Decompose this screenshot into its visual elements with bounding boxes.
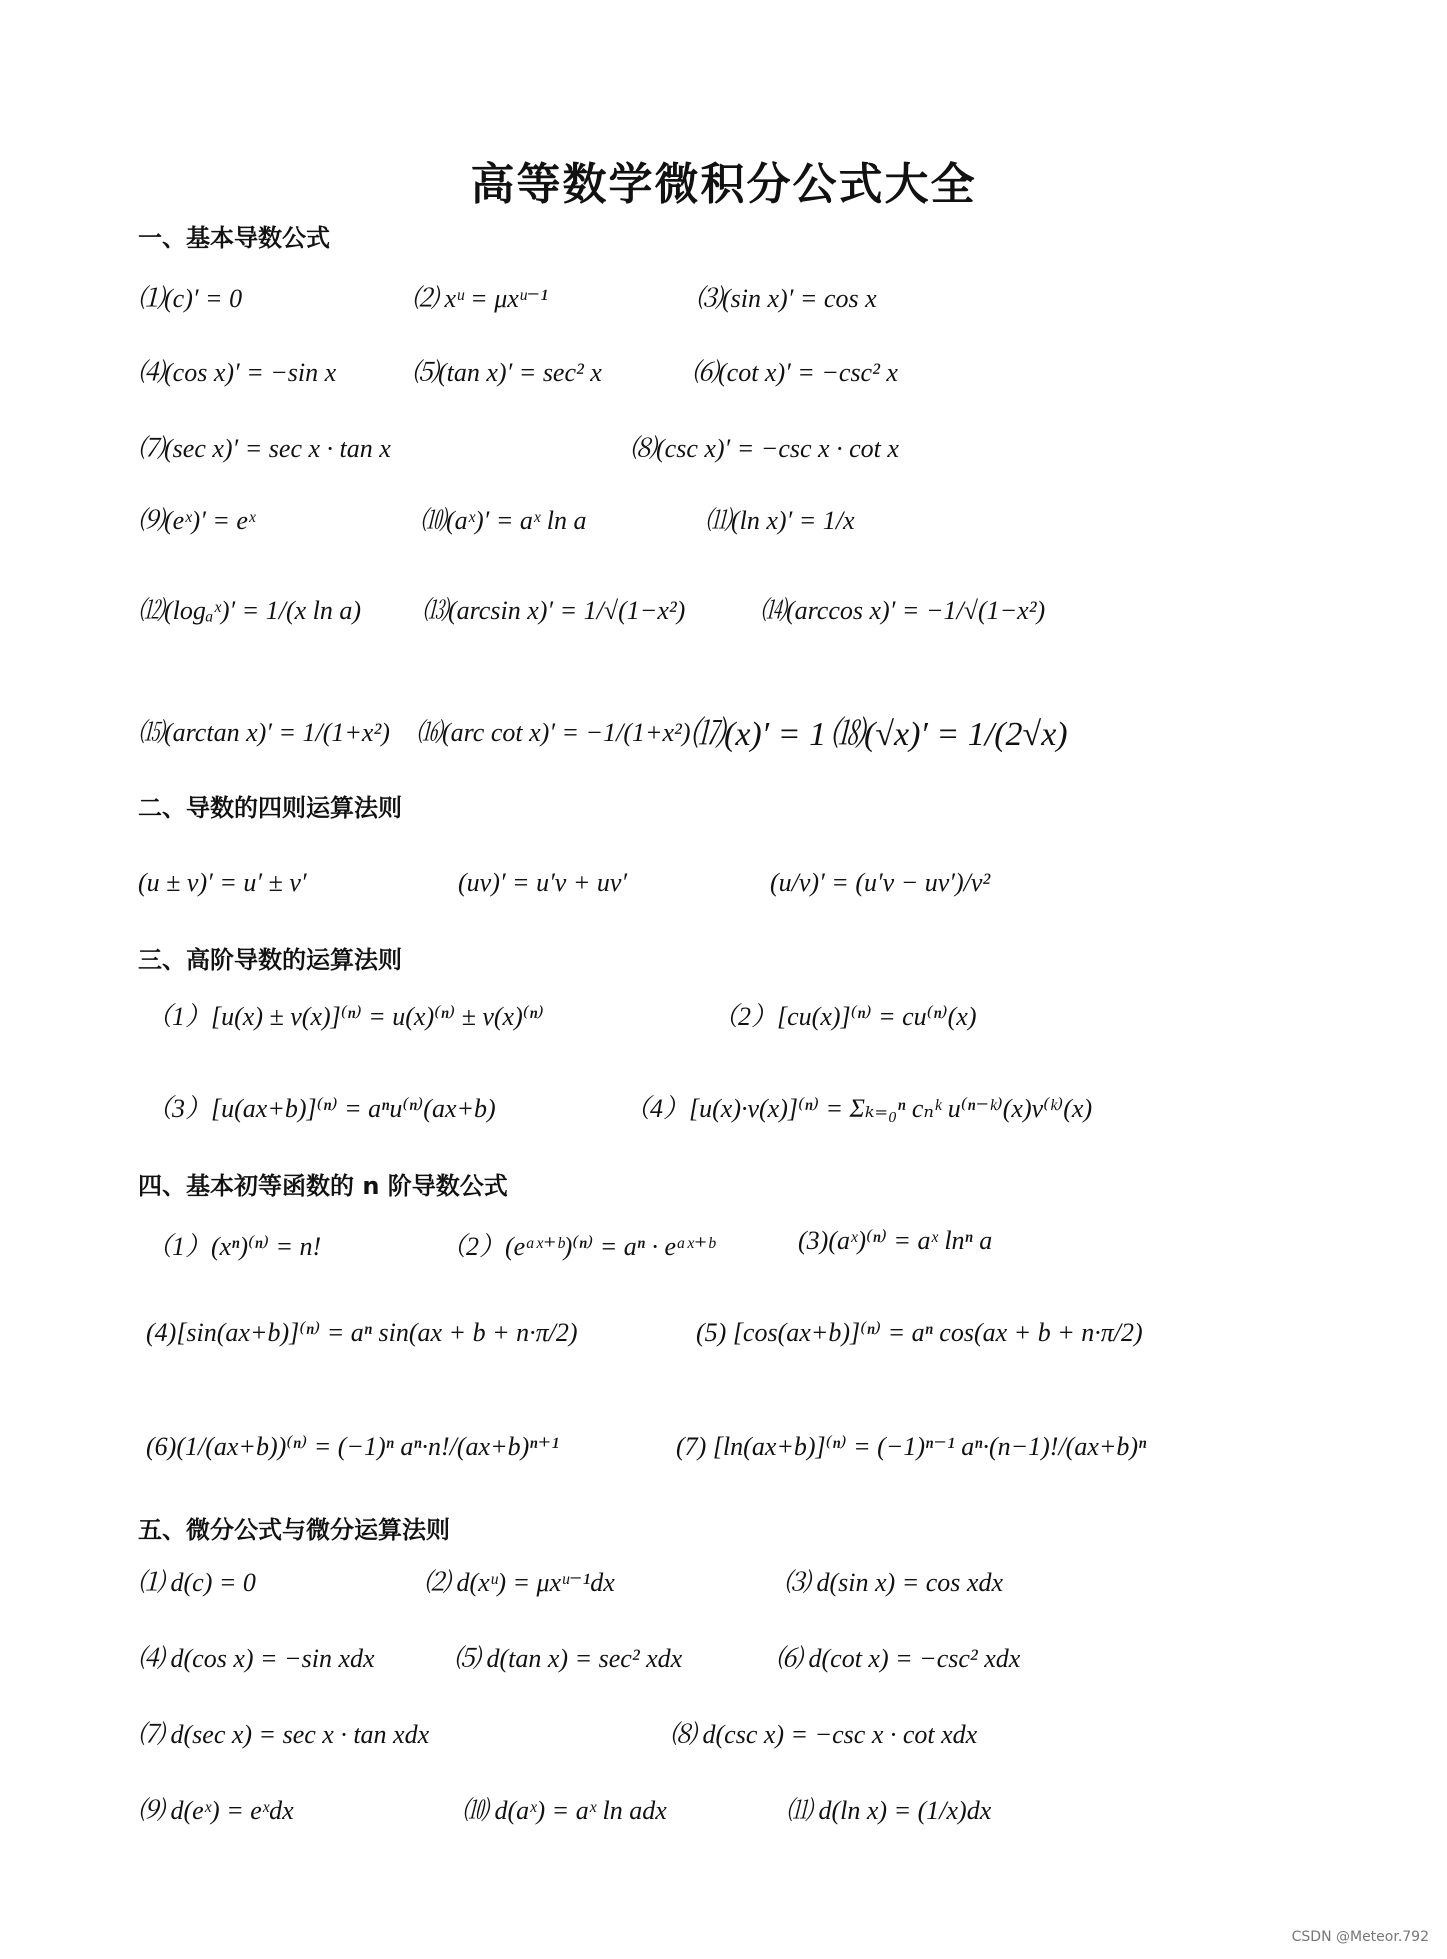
formula-1-3: ⑶(sin x)′ = cos x <box>696 284 877 313</box>
formula-1-18: ⒅(√x)′ = 1/(2√x) <box>830 716 1068 753</box>
formula-1-5: ⑸(tan x)′ = sec² x <box>412 358 602 387</box>
formula-5-6: ⑹ d(cot x) = −csc² xdx <box>776 1644 1021 1673</box>
formula-1-17: ⒄(x)′ = 1 <box>690 716 827 753</box>
section-1-heading: 一、基本导数公式 <box>138 224 330 252</box>
formula-5-7: ⑺ d(sec x) = sec x · tan xdx <box>138 1720 430 1749</box>
formula-1-11: ⑾(ln x)′ = 1/x <box>705 506 855 535</box>
section-4-heading: 四、基本初等函数的 n 阶导数公式 <box>138 1172 508 1200</box>
formula-4-4: (4)[sin(ax+b)]⁽ⁿ⁾ = aⁿ sin(ax + b + n·π/2) <box>146 1318 578 1347</box>
formula-3-4: （4）[u(x)·v(x)]⁽ⁿ⁾ = Σₖ₌₀ⁿ cₙᵏ u⁽ⁿ⁻ᵏ⁾(x)v⁽ᵏ⁾(x) <box>624 1094 1093 1123</box>
formula-5-9: ⑼ d(eˣ) = eˣdx <box>138 1796 294 1825</box>
formula-1-13: ⒀(arcsin x)′ = 1/√(1−x²) <box>422 596 686 625</box>
section-5-heading: 五、微分公式与微分运算法则 <box>138 1516 450 1544</box>
formula-1-4: ⑷(cos x)′ = −sin x <box>138 358 337 387</box>
formula-3-2: （2）[cu(x)]⁽ⁿ⁾ = cu⁽ⁿ⁾(x) <box>712 1002 977 1031</box>
formula-4-3: (3)(aˣ)⁽ⁿ⁾ = aˣ lnⁿ a <box>798 1226 993 1255</box>
formula-5-4: ⑷ d(cos x) = −sin xdx <box>138 1644 375 1673</box>
formula-1-10: ⑽(aˣ)′ = aˣ ln a <box>420 506 587 535</box>
formula-4-2: （2）(eᵃˣ⁺ᵇ)⁽ⁿ⁾ = aⁿ · eᵃˣ⁺ᵇ <box>440 1232 715 1261</box>
formula-5-5: ⑸ d(tan x) = sec² xdx <box>454 1644 683 1673</box>
formula-1-16: ⒃(arc cot x)′ = −1/(1+x²) <box>416 718 691 747</box>
formula-1-14: ⒁(arccos x)′ = −1/√(1−x²) <box>760 596 1046 625</box>
section-3-heading: 三、高阶导数的运算法则 <box>138 946 402 974</box>
formula-5-2: ⑵ d(xᵘ) = μxᵘ⁻¹dx <box>424 1568 615 1597</box>
formula-1-1: ⑴(c)′ = 0 <box>138 284 243 313</box>
formula-3-1: （1）[u(x) ± v(x)]⁽ⁿ⁾ = u(x)⁽ⁿ⁾ ± v(x)⁽ⁿ⁾ <box>146 1002 544 1031</box>
formula-1-9: ⑼(eˣ)′ = eˣ <box>138 506 256 535</box>
formula-5-11: ⑾ d(ln x) = (1/x)dx <box>786 1796 992 1825</box>
formula-2-1: (u ± v)′ = u′ ± v′ <box>138 868 307 897</box>
formula-4-1: （1）(xⁿ)⁽ⁿ⁾ = n! <box>146 1232 322 1261</box>
formula-3-3: （3）[u(ax+b)]⁽ⁿ⁾ = aⁿu⁽ⁿ⁾(ax+b) <box>146 1094 496 1123</box>
formula-1-12: ⑿(logₐˣ)′ = 1/(x ln a) <box>138 596 362 625</box>
formula-2-3: (u/v)′ = (u′v − uv′)/v² <box>770 868 991 897</box>
formula-1-8: ⑻(csc x)′ = −csc x · cot x <box>630 434 899 463</box>
formula-5-3: ⑶ d(sin x) = cos xdx <box>784 1568 1003 1597</box>
formula-4-6: (6)(1/(ax+b))⁽ⁿ⁾ = (−1)ⁿ aⁿ·n!/(ax+b)ⁿ⁺¹ <box>146 1432 559 1461</box>
section-2-heading: 二、导数的四则运算法则 <box>138 794 402 822</box>
formula-2-2: (uv)′ = u′v + uv′ <box>458 868 628 897</box>
formula-1-7: ⑺(sec x)′ = sec x · tan x <box>138 434 391 463</box>
formula-1-6: ⑹(cot x)′ = −csc² x <box>692 358 898 387</box>
formula-4-7: (7) [ln(ax+b)]⁽ⁿ⁾ = (−1)ⁿ⁻¹ aⁿ·(n−1)!/(ax+b)ⁿ <box>676 1432 1147 1461</box>
page-title: 高等数学微积分公式大全 <box>470 159 977 210</box>
formula-5-10: ⑽ d(aˣ) = aˣ ln adx <box>462 1796 667 1825</box>
watermark: CSDN @Meteor.792 <box>1291 1929 1429 1945</box>
formula-1-2: ⑵ xᵘ = μxᵘ⁻¹ <box>412 284 548 313</box>
formula-5-1: ⑴ d(c) = 0 <box>138 1568 256 1597</box>
formula-5-8: ⑻ d(csc x) = −csc x · cot xdx <box>670 1720 978 1749</box>
formula-4-5: (5) [cos(ax+b)]⁽ⁿ⁾ = aⁿ cos(ax + b + n·π/2) <box>696 1318 1143 1347</box>
formula-1-15: ⒂(arctan x)′ = 1/(1+x²) <box>138 718 390 747</box>
